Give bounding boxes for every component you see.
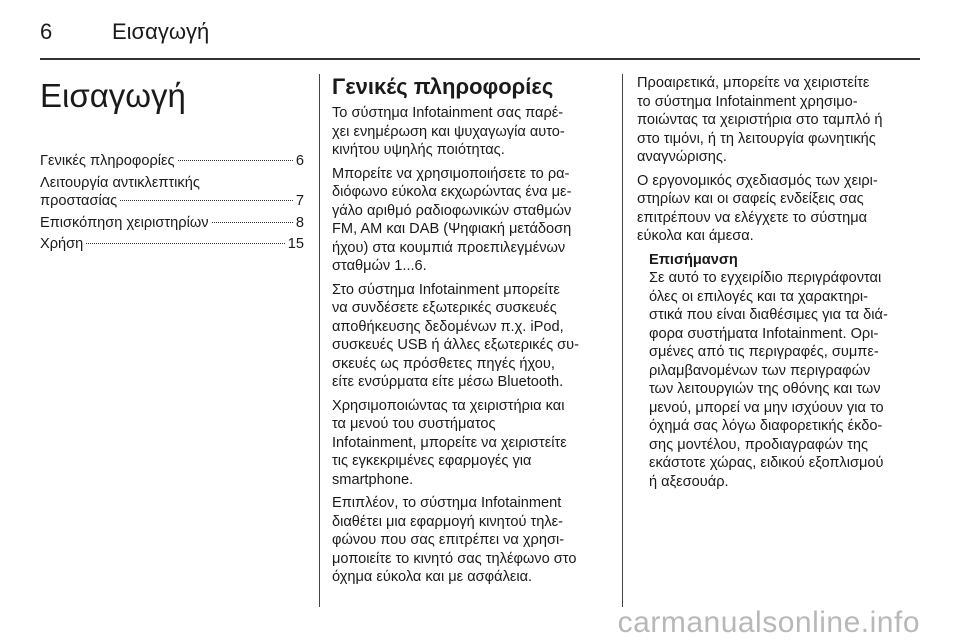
paragraph-line: είτε ενσύρματα είτε μέσω Bluetooth. [332, 374, 564, 390]
paragraph-line: Στο σύστημα Infotainment μπορείτε [332, 281, 560, 298]
note-line: ή αξεσουάρ. [649, 473, 729, 490]
paragraph-line: smartphone. [332, 471, 414, 488]
note-line: σης μοντέλου, προδιαγραφών της [649, 436, 869, 453]
chapter-title: Εισαγωγή [40, 77, 186, 114]
toc-entry-label: Λειτουργία αντικλεπτικής [40, 174, 200, 191]
running-header-title: Εισαγωγή [112, 19, 210, 44]
running-header [40, 14, 209, 50]
watermark: carmanualsonline.info [617, 606, 920, 639]
paragraph-line: τις εγκεκριμένες εφαρμογές για [332, 453, 532, 469]
toc-column [40, 74, 304, 257]
paragraph-line: αποθήκευσης δεδομένων π.χ. iPod, [332, 318, 564, 335]
paragraph-line: εύκολα και άμεσα. [637, 228, 754, 244]
paragraph [637, 172, 921, 246]
note-line: Σε αυτό το εγχειρίδιο περιγράφονται [649, 270, 882, 286]
paragraph-line: γάλο αριθμό ραδιοφωνικών σταθμών [332, 202, 572, 219]
paragraph-line: ήχου) στα κουμπιά προεπιλεγμένων [332, 239, 566, 256]
paragraph [637, 74, 921, 167]
toc-entry[interactable] [40, 174, 304, 211]
paragraph-line: χει ενημέρωση και ψυχαγωγία αυτο- [332, 123, 565, 140]
paragraph-line: όχημα εύκολα και με ασφάλεια. [332, 569, 533, 585]
note-title: Επισήμανση [649, 251, 738, 268]
paragraph-line: μοποιείτε το κινητό σας τηλέφωνο στο [332, 550, 577, 567]
section-title: Γενικές πληροφορίες [332, 74, 554, 99]
note-line: εκάστοτε χώρας, ειδικού εξοπλισμού [649, 455, 884, 471]
paragraph-line: Το σύστημα Infotainment σας παρέ- [332, 105, 564, 121]
paragraph-line: διόφωνο εύκολα εκχωρώντας ένα με- [332, 184, 572, 200]
paragraph [332, 165, 604, 276]
section-body [332, 104, 604, 587]
toc-entry-page: 8 [295, 214, 304, 231]
toc-entry-label: Επισκόπηση χειριστηρίων [40, 214, 209, 231]
right-column [637, 74, 921, 491]
toc-entry-page: 15 [287, 236, 304, 252]
note-line: φορα συστήματα Infotainment. Ορι- [649, 325, 879, 342]
note-line: σμένες από τις περιγραφές, συμπε- [649, 344, 879, 360]
toc-leader-dots [212, 222, 293, 223]
paragraph-line: στο τιμόνι, ή τη λειτουργία φωνητικής [637, 130, 876, 147]
paragraph [332, 104, 604, 160]
toc-entry[interactable] [40, 235, 304, 254]
paragraph-line: Προαιρετικά, μπορείτε να χειριστείτε [637, 75, 870, 91]
toc-entry-line [40, 152, 304, 171]
paragraph-line: το σύστημα Infotainment χρησιμο- [637, 93, 858, 110]
paragraph-line: κινήτου υψηλής ποιότητας. [332, 142, 505, 158]
page-number: 6 [40, 19, 53, 44]
paragraph-line: στηρίων και οι σαφείς ενδείξεις σας [637, 191, 864, 207]
toc-entry-page: 7 [295, 193, 304, 209]
paragraph-line: αναγνώρισης. [637, 149, 727, 165]
column-divider [622, 74, 623, 607]
paragraph [332, 397, 604, 490]
section-column [332, 74, 604, 592]
paragraph-line: Επιπλέον, το σύστημα Infotainment [332, 495, 562, 511]
paragraph-line: Infotainment, μπορείτε να χειριστείτε [332, 434, 567, 451]
paragraph-line: τα μενού του συστήματος [332, 416, 496, 432]
right-column-body [637, 74, 921, 246]
note-line: ριλαμβανομένων των περιγραφών [649, 362, 871, 379]
note-line: όχημά σας λόγω διαφορετικής έκδο- [649, 418, 883, 434]
note-line: στικά που είναι διαθέσιμες για τα διά- [649, 307, 888, 323]
paragraph-line: FM, AM και DAB (Ψηφιακή μετάδοση [332, 221, 572, 237]
paragraph-line: σκευές ως πρόσθετες πηγές ήχου, [332, 355, 555, 372]
paragraph-line: συσκευές USB ή άλλες εξωτερικές συ- [332, 337, 580, 353]
paragraph-line: Ο εργονομικός σχεδιασμός των χειρι- [637, 172, 878, 189]
paragraph-line: ποιώντας τα χειριστήρια στο ταμπλό ή [637, 112, 883, 128]
toc-entry-line [40, 174, 304, 193]
toc-entry-line [40, 192, 304, 211]
toc-entry[interactable] [40, 152, 304, 171]
paragraph-line: Χρησιμοποιώντας τα χειριστήρια και [332, 397, 565, 414]
toc-leader-dots [178, 160, 293, 161]
table-of-contents [40, 152, 304, 254]
note-box [649, 251, 921, 492]
paragraph-line: να συνδέσετε εξωτερικές συσκευές [332, 300, 557, 316]
paragraph-line: φώνου που σας επιτρέπει να χρησι- [332, 532, 565, 548]
paragraph-line: σταθμών 1...6. [332, 258, 427, 274]
toc-entry-label: Χρήση [40, 236, 84, 252]
paragraph-line: διαθέτει μια εφαρμογή κινητού τηλε- [332, 513, 564, 530]
paragraph-line: επιτρέπουν να ελέγχετε το σύστημα [637, 209, 868, 226]
toc-entry-page: 6 [295, 153, 304, 169]
toc-entry-line [40, 235, 304, 254]
toc-entry-label: προστασίας [40, 193, 118, 209]
toc-entry[interactable] [40, 214, 304, 233]
paragraph-line: Μπορείτε να χρησιμοποιήσετε το ρα- [332, 165, 570, 182]
note-line: μενού, μπορεί να μην ισχύουν για το [649, 399, 884, 416]
note-line: των λειτουργιών της οθόνης και των [649, 381, 881, 397]
column-divider [319, 74, 320, 607]
paragraph [332, 494, 604, 587]
toc-leader-dots [86, 243, 284, 244]
toc-leader-dots [120, 200, 293, 201]
note-body [649, 269, 921, 491]
paragraph [332, 281, 604, 392]
header-rule [40, 58, 920, 60]
toc-entry-line [40, 214, 304, 233]
toc-entry-label: Γενικές πληροφορίες [40, 153, 175, 169]
note-line: όλες οι επιλογές και τα χαρακτηρι- [649, 288, 868, 305]
